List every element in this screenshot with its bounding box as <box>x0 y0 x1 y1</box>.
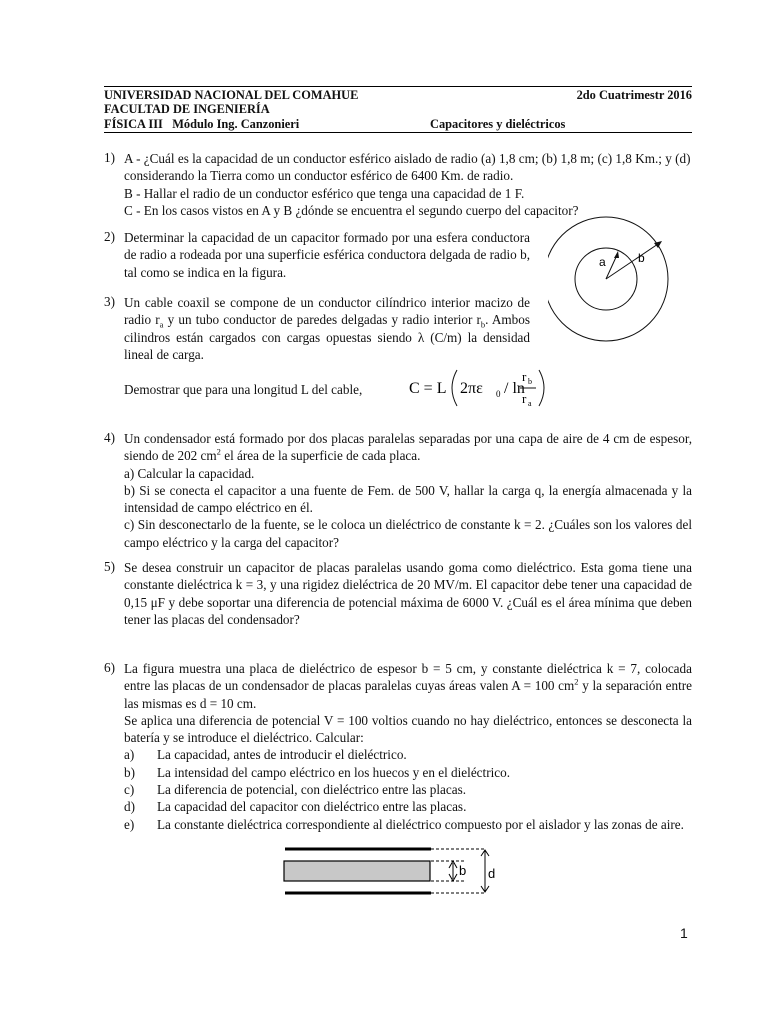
formula-denominator: r <box>522 391 527 406</box>
label-b-thickness: b <box>459 863 467 878</box>
q4-intro: Un condensador está formado por dos placas paralelas separadas por una capa de aire de 4 cm de espesor, siendo de 202 $cm^2$ el área de la superficie de cada placa. <box>124 431 692 464</box>
formula-ln: / ln <box>504 380 525 397</box>
q6-item <box>124 798 692 815</box>
formula-numerator-sub: b <box>528 377 532 386</box>
q6-item-text: La intensidad del campo eléctrico en los huecos y en el dieléctrico. <box>157 764 510 780</box>
q1-part-b: B - Hallar el radio de un conductor esférico que tenga una capacidad de 1 F. <box>124 185 525 201</box>
page-number: 1 <box>680 925 688 941</box>
formula-lhs: C = L <box>409 380 447 397</box>
header-line-3 <box>104 117 692 132</box>
q6-item-text: La diferencia de potencial, con dieléctrico entre las placas. <box>157 782 467 798</box>
q6-item-text: La capacidad del capacitor con dieléctrico entre las placas. <box>157 799 467 815</box>
term-label: 2do Cuatrimestr 2016 <box>576 88 692 102</box>
q6-item-letter: d) <box>124 799 135 815</box>
q6-text <box>124 660 692 833</box>
university-name: UNIVERSIDAD NACIONAL DEL COMAHUE <box>104 88 359 102</box>
q3-text: Un cable coaxil se compone de un conductor cilíndrico interior macizo de radio $r_a$ y un tubo conductor de paredes delgadas y radio interior $r_b$. Ambos cilindros están cargados con cargas opuestas siendo λ (C/m) la densidad lineal de carga. <box>124 295 530 362</box>
q6-item-text: La constante dieléctrica correspondiente al dieléctrico compuesto por el aislador y las zonas de aire. <box>157 816 684 832</box>
q6-item-letter: c) <box>124 782 135 798</box>
q2-number: 2) <box>104 229 115 244</box>
q2-text: Determinar la capacidad de un capacitor formado por una esfera conductora de radio a rodeada por una superficie esférica conductora delgada de radio b, tal como se indica en la figura. <box>124 230 530 280</box>
q5-text: Se desea construir un capacitor de placas paralelas usando goma como dieléctrico. Esta goma tiene una constante dieléctrica k = 3, y una rigidez dieléctrica de 20 MV/m. El capacitor debe tener una capacidad de 0,15 μF y debe soportar una diferencia de potencial máxima de 6000 V. ¿Cuál es el área mínima que deben tener las placas del condensador? <box>124 560 692 627</box>
header-bottom-rule <box>104 132 692 133</box>
q6-item <box>124 816 692 833</box>
q6-item <box>124 764 692 781</box>
q1-number: 1) <box>104 150 115 165</box>
q6-item-text: La capacidad, antes de introducir el dieléctrico. <box>157 747 407 763</box>
outer-sphere <box>548 217 668 341</box>
q1-part-a: A - ¿Cuál es la capacidad de un conductor esférico aislado de radio (a) 1,8 cm; (b) 1,8 m; (c) 1,8 Km.; y (d) considerando la Tierra como un conductor esférico de 6400 Km. de radio. <box>124 151 691 184</box>
radius-a-arrowhead <box>614 251 619 258</box>
formula-right-paren <box>539 370 544 406</box>
formula-eps-sub: 0 <box>496 389 501 399</box>
q6-item-letter: b) <box>124 764 135 780</box>
q6-number: 6) <box>104 660 115 675</box>
label-b: b <box>638 251 645 265</box>
formula-denominator-sub: a <box>528 399 532 408</box>
q4-part-c: c) Sin desconectarlo de la fuente, se le coloca un dieléctrico de constante k = 2. ¿Cuáles son los valores del campo eléctrico y la carga del capacitor? <box>124 517 692 550</box>
q3-number: 3) <box>104 294 115 309</box>
q3-demo-text: Demostrar que para una longitud L del cable, <box>124 382 363 397</box>
topic-title: Capacitores y dieléctricos <box>430 117 566 131</box>
header-line-1 <box>104 88 692 103</box>
label-a: a <box>599 255 606 269</box>
q4-part-a: a) Calcular la capacidad. <box>124 465 255 481</box>
q4-part-b: b) Si se conecta el capacitor a una fuente de Fem. de 500 V, hallar la carga q, la energía almacenada y la intensidad de campo eléctrico en él. <box>124 482 692 516</box>
module-name: Módulo Ing. Canzonieri <box>172 117 300 131</box>
q6-item <box>124 781 692 798</box>
q6-intro: La figura muestra una placa de dieléctrico de espesor b = 5 cm, y constante dieléctrica k = 7, colocada entre las placas de un condensador de placas paralelas cuyas áreas valen A = 100 $cm^2$ y la separación entre las mismas es d = 10 cm. <box>124 661 692 711</box>
course-name: FÍSICA III <box>104 117 163 131</box>
q5-number: 5) <box>104 559 115 574</box>
q6-item-letter: e) <box>124 816 135 832</box>
q6-item-letter: a) <box>124 747 135 763</box>
q1-part-c: C - En los casos vistos en A y B ¿dónde se encuentra el segundo cuerpo del capacitor? <box>124 202 579 218</box>
dielectric-slab <box>284 861 430 881</box>
q6-item-list <box>124 746 692 832</box>
q6-item <box>124 746 692 763</box>
dielectric-slab-figure <box>280 844 500 900</box>
capacitance-formula <box>405 362 555 414</box>
q4-number: 4) <box>104 430 115 445</box>
q6-instructions: Se aplica una diferencia de potencial V = 100 voltios cuando no hay dieléctrico, entonces se desconecta la batería y se introduce el dieléctrico. Calcular: <box>124 712 692 746</box>
concentric-spheres-figure <box>548 212 698 348</box>
label-d-separation: d <box>488 866 496 881</box>
q1-text <box>124 150 692 219</box>
formula-left-paren <box>452 370 457 406</box>
formula-numerator: r <box>522 369 527 384</box>
formula-mid: 2πε <box>460 380 483 397</box>
header-top-rule <box>104 86 692 87</box>
q4-text <box>124 430 692 551</box>
faculty-name: FACULTAD DE INGENIERÍA <box>104 102 270 116</box>
